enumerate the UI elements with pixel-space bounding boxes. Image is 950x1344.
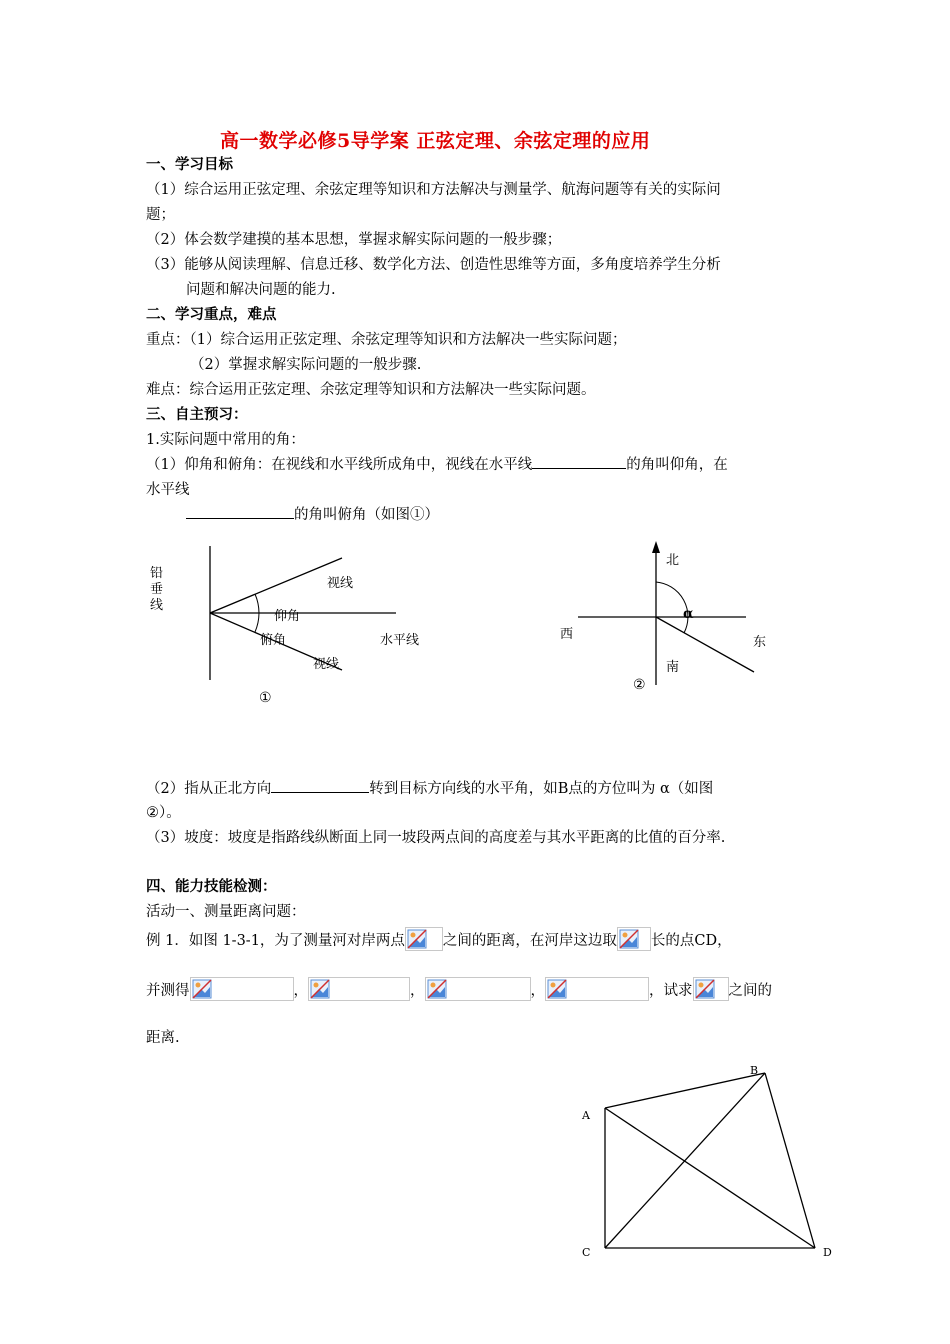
difficulty: 难点：综合运用正弦定理、余弦定理等知识和方法解决一些实际问题。: [146, 382, 596, 398]
vertex-d-label: D: [823, 1246, 832, 1259]
broken-image-icon: [547, 979, 567, 999]
broken-image-icon: [310, 979, 330, 999]
segment-ab: [605, 1073, 765, 1108]
section-heading-preview: 三、自主预习：: [146, 406, 248, 423]
objective-2: （2）体会数学建摸的基本思想，掌握求解实际问题的一般步骤；: [146, 232, 562, 248]
formula-image-placeholder: [617, 927, 651, 951]
keypoint-1: 重点：（1）综合运用正弦定理、余弦定理等知识和方法解决一些实际问题；: [146, 332, 627, 348]
preview-item-1: 1.实际问题中常用的角：: [146, 432, 305, 448]
section-heading-skills: 四、能力技能检测：: [146, 878, 277, 895]
example-1-line2: 并测得 ， ， ， ，试求 之间的: [146, 977, 772, 1001]
figure-abcd: [570, 1055, 845, 1265]
sight-up-label: 视线: [327, 576, 354, 591]
objective-3-line1: （3）能够从阅读理解、信息迁移、数学化方法、创造性思维等方面，多角度培养学生分析: [146, 257, 721, 273]
segment-bc: [605, 1073, 765, 1248]
blank-line: [186, 504, 294, 519]
vertical-label-2: 垂: [150, 582, 164, 597]
sight-line-up: [210, 558, 342, 613]
formula-image-placeholder: [545, 977, 649, 1001]
preview-elevation-line2: 水平线: [146, 482, 190, 498]
broken-image-icon: [192, 979, 212, 999]
north-label: 北: [666, 553, 680, 568]
preview-bearing-line1: （2）指从正北方向 转到目标方向线的水平角，如B点的方位叫为 α（如图: [146, 777, 713, 798]
depression-label: 俯角: [260, 633, 287, 648]
figure-bearing: [550, 535, 780, 700]
east-label: 东: [753, 635, 767, 650]
figure-2-caption: ②: [633, 677, 646, 693]
objective-3-line2: 问题和解决问题的能力.: [186, 282, 336, 298]
sight-down-label: 视线: [313, 657, 340, 672]
alpha-label: α: [683, 606, 694, 622]
objective-1-line1: （1）综合运用正弦定理、余弦定理等知识和方法解决与测量学、航海问题等有关的实际问: [146, 182, 721, 198]
preview-elevation-line1: （1）仰角和俯角：在视线和水平线所成角中，视线在水平线 的角叫仰角，在: [146, 453, 728, 474]
section-heading-objectives: 一、学习目标: [146, 156, 233, 173]
vertical-label-1: 铅: [150, 566, 164, 581]
objective-1-line2: 题；: [146, 207, 175, 223]
preview-slope: （3）坡度：坡度是指路线纵断面上同一坡段两点间的高度差与其水平距离的比值的百分率.: [146, 830, 726, 846]
preview-elevation-line3: 的角叫俯角（如图①）: [186, 503, 439, 524]
page-title: 高一数学必修5导学案 正弦定理、余弦定理的应用: [220, 130, 651, 152]
formula-image-placeholder: [308, 977, 410, 1001]
segment-bd: [765, 1073, 815, 1248]
formula-image-placeholder: [425, 977, 531, 1001]
activity-1-title: 活动一、测量距离问题：: [146, 904, 306, 920]
section-heading-keypoints: 二、学习重点，难点: [146, 306, 277, 323]
west-label: 西: [560, 627, 574, 642]
south-label: 南: [666, 660, 680, 675]
vertex-b-label: B: [750, 1064, 759, 1077]
figure-1-caption: ①: [259, 690, 272, 706]
vertex-a-label: A: [582, 1109, 590, 1122]
vertical-label-3: 线: [150, 598, 164, 613]
broken-image-icon: [427, 979, 447, 999]
example-1-line3: 距离.: [146, 1030, 180, 1046]
depression-arc: [255, 613, 259, 632]
horizontal-label: 水平线: [380, 633, 420, 648]
segment-ad: [605, 1108, 815, 1248]
elevation-label: 仰角: [274, 609, 301, 624]
broken-image-icon: [695, 979, 715, 999]
example-1-line1: 例 1．如图 1-3-1，为了测量河对岸两点 之间的距离，在河岸这边取 长的点CD，: [146, 927, 732, 951]
broken-image-icon: [619, 929, 639, 949]
blank-line: [532, 454, 626, 469]
elevation-arc: [255, 594, 259, 613]
figure-elevation-depression: [140, 540, 440, 710]
keypoint-2: （2）掌握求解实际问题的一般步骤.: [190, 357, 422, 373]
north-arrow-icon: [652, 541, 660, 553]
broken-image-icon: [407, 929, 427, 949]
formula-image-placeholder: [405, 927, 443, 951]
blank-line: [271, 778, 369, 793]
vertex-c-label: C: [582, 1246, 591, 1259]
formula-image-placeholder: [190, 977, 294, 1001]
formula-image-placeholder: [693, 977, 729, 1001]
preview-bearing-line2: ②）。: [146, 805, 181, 821]
